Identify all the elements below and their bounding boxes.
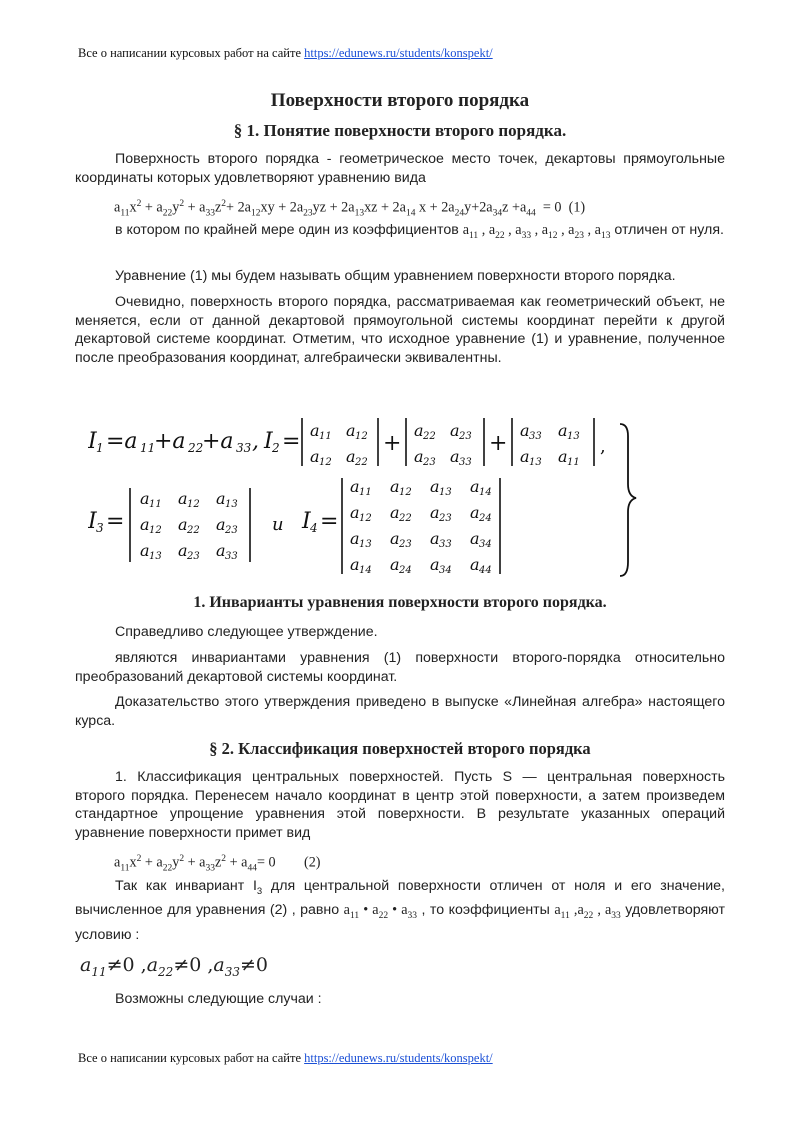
page-footer bbox=[78, 1051, 493, 1066]
svg-text:14: 14 bbox=[479, 487, 492, 498]
svg-text:11: 11 bbox=[140, 441, 156, 455]
equation-1-label: (1) bbox=[568, 199, 586, 216]
paragraph-classification: 1. Классификация центральных поверхностей. Пусть S — центральная поверхность второго порядка. Перенесем начало координат в центр этой поверхности, а затем произведем стандартное упрощение уравнения этой поверхности. В результате указанных операций уравнение поверхности примет вид bbox=[75, 769, 725, 841]
nonzero-condition: $a_{11}\ne 0$ $,a_{22}\ne 0$ $,a_{33}\ne 0$ bbox=[80, 954, 269, 979]
svg-text:12: 12 bbox=[319, 457, 332, 468]
svg-text:a: a bbox=[216, 489, 226, 508]
svg-text:11: 11 bbox=[567, 457, 580, 468]
svg-text:a: a bbox=[310, 447, 320, 466]
svg-text:33: 33 bbox=[529, 431, 542, 442]
svg-text:a: a bbox=[430, 477, 440, 496]
footer-link[interactable]: https://edunews.ru/students/konspekt/ bbox=[304, 1051, 493, 1065]
page-header bbox=[78, 46, 493, 61]
svg-text:a: a bbox=[216, 541, 226, 560]
svg-text:33: 33 bbox=[459, 457, 472, 468]
svg-text:11: 11 bbox=[359, 487, 372, 498]
paragraph-invariance: Очевидно, поверхность второго порядка, рассматриваемая как геометрический объект, не меняется, если от данной декартовой прямоугольной системы координат перейти к другой декартовой системе координат. Отметим, что исходное уравнение (1) и уравнение, полученное после преобразования координат, алгебраически эквивалентны. bbox=[75, 294, 725, 366]
invariants-formula-image bbox=[88, 412, 648, 582]
svg-text:22: 22 bbox=[355, 457, 368, 468]
subsection-invariants: 1. Инварианты уравнения поверхности второго порядка. bbox=[193, 594, 607, 611]
equation-2-label: (2) bbox=[303, 854, 321, 871]
svg-text:4: 4 bbox=[310, 521, 318, 535]
svg-text:34: 34 bbox=[439, 565, 452, 576]
svg-text:a: a bbox=[414, 421, 424, 440]
svg-text:13: 13 bbox=[225, 499, 238, 510]
svg-text:a: a bbox=[414, 447, 424, 466]
svg-text:a: a bbox=[350, 529, 360, 548]
svg-text:a: a bbox=[430, 529, 440, 548]
svg-text:14: 14 bbox=[359, 565, 372, 576]
svg-text:a: a bbox=[350, 555, 360, 574]
svg-text:a: a bbox=[140, 541, 150, 560]
svg-text:13: 13 bbox=[439, 487, 452, 498]
svg-text:13: 13 bbox=[359, 539, 372, 550]
svg-text:a: a bbox=[350, 503, 360, 522]
equation-1: $a_{11}x^2 + a_{22}y^2 + a_{33}z^2+ 2a_{12}xy + 2a_{23}yz + 2a_{13}xz + 2a_{14}$ $x + 2a_{24}y+2a_{34}z +a_{44} = 0$ (1) bbox=[114, 199, 586, 219]
svg-text:12: 12 bbox=[149, 525, 162, 536]
svg-text:a: a bbox=[558, 447, 568, 466]
svg-text:+a: +a bbox=[202, 429, 234, 454]
svg-text:23: 23 bbox=[399, 539, 412, 550]
svg-text:a: a bbox=[350, 477, 360, 496]
svg-text:23: 23 bbox=[439, 513, 452, 524]
svg-text:=: = bbox=[106, 509, 125, 534]
svg-text:12: 12 bbox=[399, 487, 412, 498]
paragraph-general-equation: Уравнение (1) мы будем называть общим уравнением поверхности второго порядка. bbox=[115, 268, 676, 284]
footer-text: Все о написании курсовых работ на сайте bbox=[78, 1051, 305, 1065]
svg-text:22: 22 bbox=[399, 513, 412, 524]
svg-text:=: = bbox=[320, 509, 339, 534]
svg-text:33: 33 bbox=[439, 539, 452, 550]
svg-text:a: a bbox=[390, 503, 400, 522]
svg-text:a: a bbox=[390, 555, 400, 574]
svg-text:a: a bbox=[216, 515, 226, 534]
svg-text:a: a bbox=[178, 515, 188, 534]
svg-text:I: I bbox=[302, 509, 311, 534]
svg-text:23: 23 bbox=[459, 431, 472, 442]
svg-text:a: a bbox=[520, 421, 530, 440]
svg-text:a: a bbox=[430, 503, 440, 522]
page-title: Поверхности второго порядка bbox=[270, 90, 530, 111]
paragraph-statement: Справедливо следующее утверждение. bbox=[115, 624, 378, 640]
svg-text:a: a bbox=[310, 421, 320, 440]
svg-text:24: 24 bbox=[399, 565, 412, 576]
svg-text:a: a bbox=[140, 489, 150, 508]
header-link[interactable]: https://edunews.ru/students/konspekt/ bbox=[304, 46, 493, 60]
svg-text:44: 44 bbox=[479, 565, 492, 576]
paragraph-coefficients: в котором по крайней мере один из коэффициентов $a_{11}$ , $a_{22}$ , $a_{33}$ , $a_{12}$ , $a_{23}$ , $a_{13}$ отличен от нуля. bbox=[115, 222, 724, 241]
svg-text:a: a bbox=[470, 555, 480, 574]
svg-text:a: a bbox=[178, 489, 188, 508]
svg-text:,: , bbox=[600, 436, 606, 457]
svg-text:12: 12 bbox=[355, 431, 368, 442]
svg-text:a: a bbox=[390, 477, 400, 496]
paragraph-invariants: являются инвариантами уравнения (1) поверхности второго-порядка относительно преобразований декартовой системы координат. bbox=[75, 650, 725, 685]
svg-text:12: 12 bbox=[187, 499, 200, 510]
svg-text:34: 34 bbox=[479, 539, 492, 550]
svg-text:I: I bbox=[88, 429, 97, 454]
svg-text:a: a bbox=[470, 529, 480, 548]
svg-text:a: a bbox=[520, 447, 530, 466]
svg-text:a: a bbox=[140, 515, 150, 534]
equation-2: $a_{11}x^2 + a_{22}y^2 + a_{33}z^2 + a_{44}= 0$ (2) bbox=[114, 854, 321, 874]
svg-text:+: + bbox=[383, 431, 402, 456]
svg-text:a: a bbox=[430, 555, 440, 574]
and-word: и bbox=[272, 514, 284, 535]
svg-text:=a: =a bbox=[106, 429, 138, 454]
svg-text:22: 22 bbox=[188, 441, 204, 455]
paragraph-cases: Возможны следующие случаи : bbox=[115, 991, 322, 1007]
svg-text:a: a bbox=[470, 477, 480, 496]
svg-text:13: 13 bbox=[567, 431, 580, 442]
paragraph-proof-reference: Доказательство этого утверждения приведено в выпуске «Линейная алгебра» настоящего курса. bbox=[75, 694, 725, 729]
svg-text:a: a bbox=[450, 421, 460, 440]
svg-text:11: 11 bbox=[319, 431, 332, 442]
svg-text:22: 22 bbox=[423, 431, 436, 442]
section-heading-1: § 1. Понятие поверхности второго порядка. bbox=[233, 121, 567, 140]
svg-text:a: a bbox=[178, 541, 188, 560]
svg-text:23: 23 bbox=[225, 525, 238, 536]
svg-text:3: 3 bbox=[96, 521, 104, 535]
svg-text:12: 12 bbox=[359, 513, 372, 524]
paragraph-definition: Поверхность второго порядка - геометрическое место точек, декартовы прямоугольные координаты которых удовлетворяют уравнению вида bbox=[75, 151, 725, 186]
svg-text:a: a bbox=[470, 503, 480, 522]
svg-text:I: I bbox=[264, 429, 273, 454]
svg-text:33: 33 bbox=[225, 551, 238, 562]
svg-text:=: = bbox=[282, 429, 301, 454]
svg-text:,: , bbox=[252, 429, 259, 454]
svg-text:2: 2 bbox=[272, 441, 280, 455]
svg-text:11: 11 bbox=[149, 499, 162, 510]
svg-text:I: I bbox=[88, 509, 97, 534]
svg-text:+: + bbox=[489, 431, 508, 456]
svg-text:13: 13 bbox=[529, 457, 542, 468]
svg-text:a: a bbox=[558, 421, 568, 440]
svg-text:23: 23 bbox=[423, 457, 436, 468]
svg-text:22: 22 bbox=[187, 525, 200, 536]
paragraph-invariant-i3: Так как инвариант $I_3$ для центральной поверхности отличен от ноля и его значение, вычисленное для уравнения (2) , равно $a_{11}$ • $a_{22}$ • $a_{33}$ , то коэффициенты $a_{11}$ $,a_{22}$ , $a_{33}$ удовлетворяют условию : bbox=[75, 878, 725, 943]
svg-text:a: a bbox=[346, 421, 356, 440]
svg-text:+a: +a bbox=[154, 429, 186, 454]
svg-text:23: 23 bbox=[187, 551, 200, 562]
header-text: Все о написании курсовых работ на сайте bbox=[78, 46, 305, 60]
section-heading-2: § 2. Классификация поверхностей второго порядка bbox=[209, 739, 591, 758]
svg-text:24: 24 bbox=[479, 513, 492, 524]
svg-text:a: a bbox=[450, 447, 460, 466]
svg-text:a: a bbox=[390, 529, 400, 548]
svg-text:1: 1 bbox=[96, 441, 104, 455]
svg-text:a: a bbox=[346, 447, 356, 466]
svg-text:33: 33 bbox=[236, 441, 252, 455]
svg-text:13: 13 bbox=[149, 551, 162, 562]
